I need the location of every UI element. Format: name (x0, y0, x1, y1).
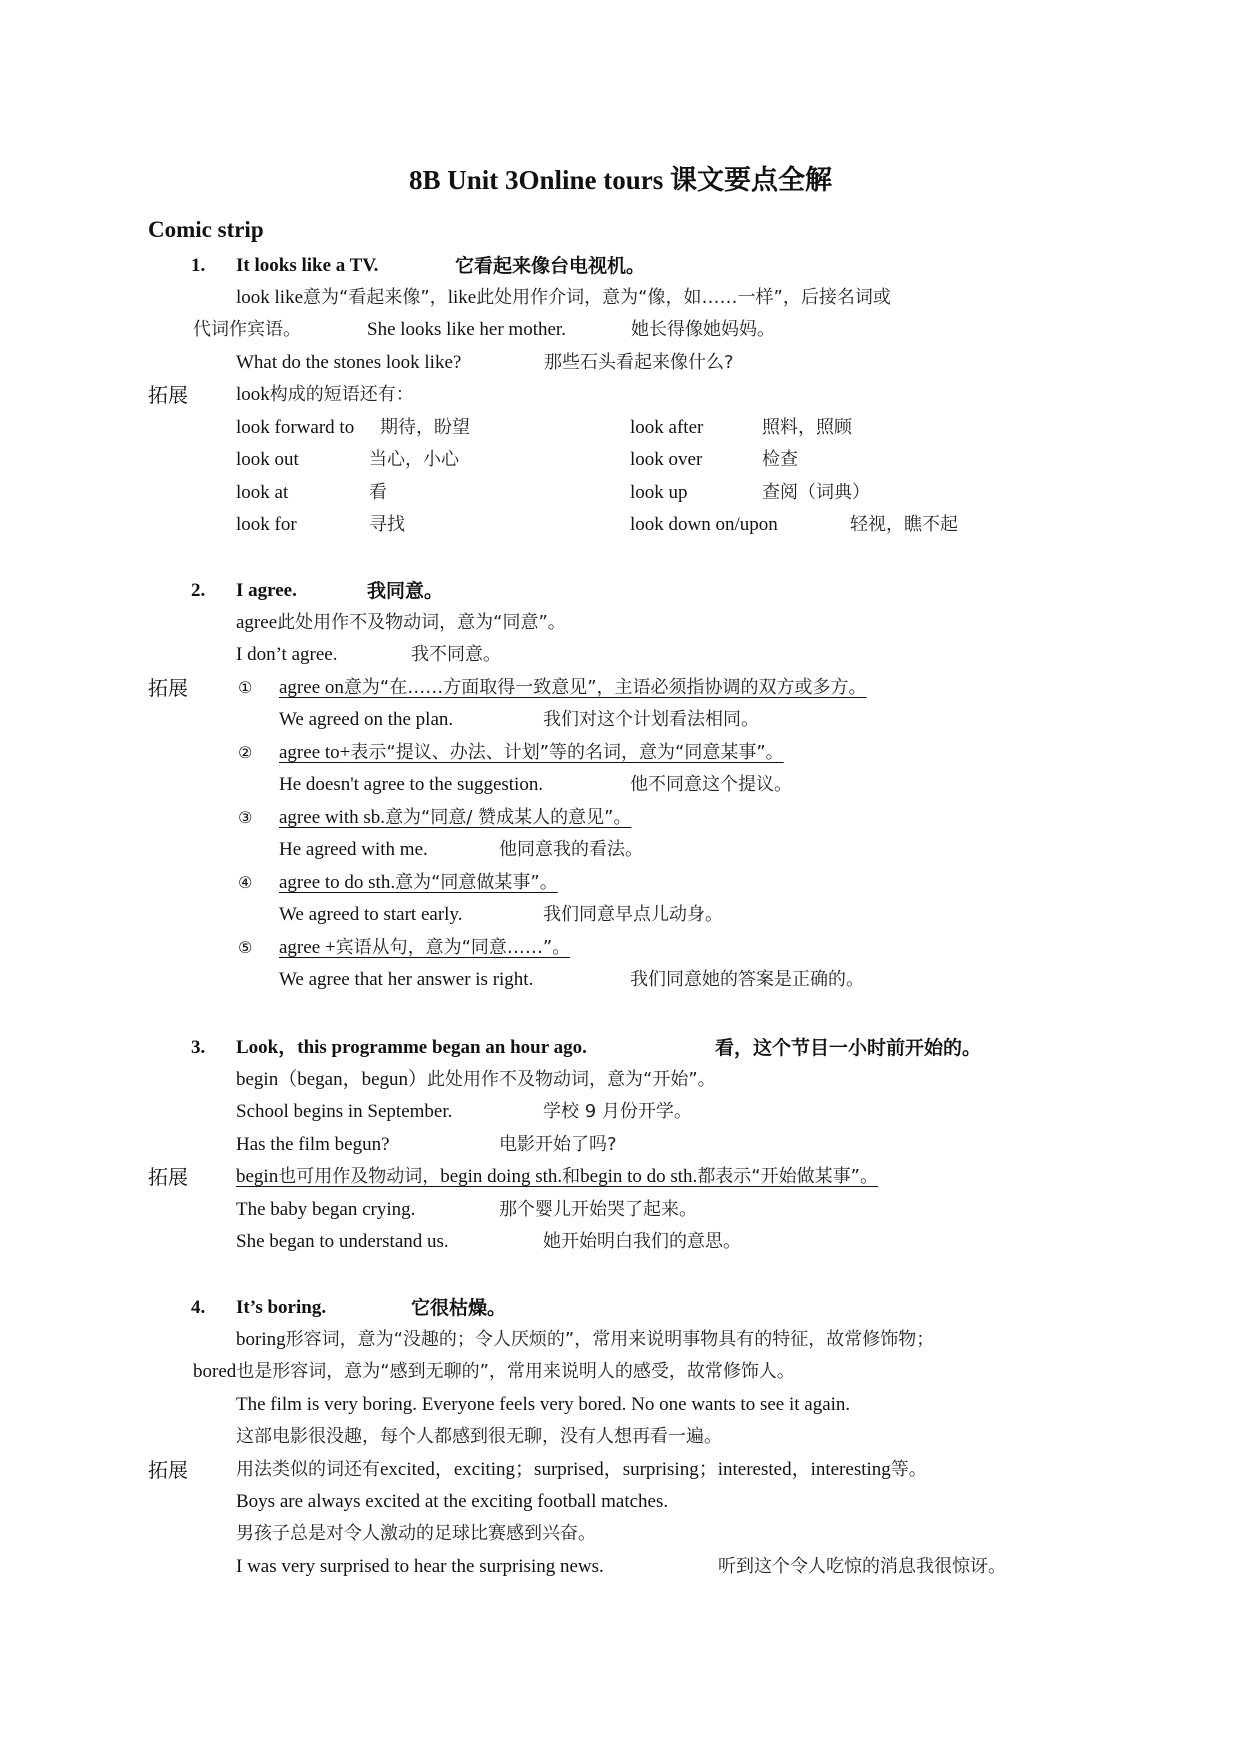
point-1-translation: 它看起来像台电视机。 (455, 255, 646, 277)
point-3-sentence: Look，this programme began an hour ago. (236, 1037, 587, 1058)
point-3-example-2-translation: 电影开始了吗? (499, 1134, 617, 1155)
item-marker: ④ (238, 873, 253, 892)
agree-example: He doesn't agree to the suggestion. (279, 774, 544, 795)
point-3-translation: 看，这个节目一小时前开始的。 (715, 1037, 982, 1059)
phrase-item: look down on/upon (630, 514, 778, 535)
agree-rule: agree to do sth.意为“同意做某事”。 (279, 872, 558, 893)
point-3-example-3: The baby began crying. (236, 1199, 416, 1220)
point-2-sentence: I agree. (236, 580, 297, 601)
agree-example-translation: 我们对这个计划看法相同。 (543, 709, 759, 730)
phrase-meaning: 期待，盼望 (380, 417, 470, 438)
phrase-meaning: 轻视，瞧不起 (850, 514, 958, 535)
extension-label-2: 拓展 (148, 676, 188, 700)
point-1-example-2: What do the stones look like? (236, 352, 462, 373)
point-3-example-1: School begins in September. (236, 1101, 453, 1122)
point-4-example-2: Boys are always excited at the exciting football matches. (236, 1491, 669, 1512)
point-1-extension-intro: look构成的短语还有： (236, 384, 414, 405)
point-2-number: 2. (191, 580, 206, 601)
agree-example-translation: 他不同意这个提议。 (630, 774, 792, 795)
point-3-example-4-translation: 她开始明白我们的意思。 (543, 1231, 741, 1252)
point-4-example-2-translation: 男孩子总是对令人激动的足球比赛感到兴奋。 (236, 1523, 596, 1544)
point-3-example-1-translation: 学校 9 月份开学。 (543, 1101, 692, 1122)
phrase-item: look for (236, 514, 297, 535)
point-4-example-3-translation: 听到这个令人吃惊的消息我很惊讶。 (718, 1556, 1006, 1577)
phrase-item: look out (236, 449, 299, 470)
item-marker: ③ (238, 808, 253, 827)
point-2-example-translation: 我不同意。 (411, 644, 501, 665)
point-1-example-1: She looks like her mother. (367, 319, 566, 340)
phrase-item: look after (630, 417, 704, 438)
phrase-meaning: 寻找 (369, 514, 405, 535)
point-3-number: 3. (191, 1037, 206, 1058)
agree-example-translation: 我们同意早点儿动身。 (543, 904, 723, 925)
agree-example-translation: 我们同意她的答案是正确的。 (630, 969, 864, 990)
agree-example: We agreed to start early. (279, 904, 463, 925)
point-3-extension: begin也可用作及物动词，begin doing sth.和begin to do sth.都表示“开始做某事”。 (236, 1166, 878, 1187)
point-1-example-2-translation: 那些石头看起来像什么? (544, 352, 734, 373)
point-3-example-2: Has the film begun? (236, 1134, 390, 1155)
point-4-translation: 它很枯燥。 (411, 1297, 507, 1319)
phrase-item: look over (630, 449, 703, 470)
point-4-example-1-translation: 这部电影很没趣，每个人都感到很无聊，没有人想再看一遍。 (236, 1426, 722, 1447)
phrase-meaning: 当心，小心 (369, 449, 459, 470)
phrase-meaning: 检查 (762, 449, 798, 470)
point-4-number: 4. (191, 1297, 206, 1318)
section-heading: Comic strip (148, 217, 264, 242)
page-title: 8B Unit 3Online tours 课文要点全解 (408, 165, 833, 195)
agree-example: He agreed with me. (279, 839, 428, 860)
phrase-item: look forward to (236, 417, 355, 438)
point-1-number: 1. (191, 255, 206, 276)
phrase-item: look at (236, 482, 289, 503)
point-4-explanation-line-1: boring形容词，意为“没趣的；令人厌烦的”，常用来说明事物具有的特征，故常修饰物； (236, 1329, 935, 1350)
point-3-example-3-translation: 那个婴儿开始哭了起来。 (499, 1199, 697, 1220)
point-1-example-1-translation: 她长得像她妈妈。 (631, 319, 775, 340)
item-marker: ⑤ (238, 938, 253, 957)
point-1-explanation-line-2: 代词作宾语。 (193, 319, 301, 340)
extension-label-4: 拓展 (148, 1458, 188, 1482)
agree-example: We agree that her answer is right. (279, 969, 534, 990)
point-3-example-4: She began to understand us. (236, 1231, 449, 1252)
agree-rule: agree to+表示“提议、办法、计划”等的名词，意为“同意某事”。 (279, 742, 784, 763)
extension-label-1: 拓展 (148, 383, 188, 407)
point-1-explanation-line-1: look like意为“看起来像”，like此处用作介词，意为“像，如……一样”，后接名词或 (236, 287, 891, 308)
phrase-meaning: 照料，照顾 (762, 417, 852, 438)
item-marker: ② (238, 743, 253, 762)
item-marker: ① (238, 678, 253, 697)
phrase-item: look up (630, 482, 688, 503)
point-4-extension: 用法类似的词还有excited，exciting；surprised，surprising；interested，interesting等。 (236, 1459, 927, 1480)
point-2-translation: 我同意。 (367, 580, 444, 602)
point-4-example-1: The film is very boring. Everyone feels very bored. No one wants to see it again. (236, 1394, 851, 1415)
agree-rule: agree +宾语从句，意为“同意……”。 (279, 937, 571, 958)
point-4-example-3: I was very surprised to hear the surprising news. (236, 1556, 604, 1577)
point-2-example: I don’t agree. (236, 644, 338, 665)
phrase-meaning: 查阅（词典） (762, 482, 870, 503)
agree-rule: agree with sb.意为“同意/ 赞成某人的意见”。 (279, 807, 632, 828)
point-2-explanation: agree此处用作不及物动词，意为“同意”。 (236, 612, 566, 633)
point-4-sentence: It’s boring. (236, 1297, 327, 1318)
point-1-sentence: It looks like a TV. (236, 255, 379, 276)
point-3-explanation: begin（began，begun）此处用作不及物动词，意为“开始”。 (236, 1069, 716, 1090)
phrase-meaning: 看 (369, 482, 387, 503)
agree-rule: agree on意为“在……方面取得一致意见”，主语必须指协调的双方或多方。 (279, 677, 867, 698)
point-4-explanation-line-2: bored也是形容词，意为“感到无聊的”，常用来说明人的感受，故常修饰人。 (193, 1361, 795, 1382)
agree-example-translation: 他同意我的看法。 (499, 839, 643, 860)
agree-example: We agreed on the plan. (279, 709, 454, 730)
extension-label-3: 拓展 (148, 1165, 188, 1189)
